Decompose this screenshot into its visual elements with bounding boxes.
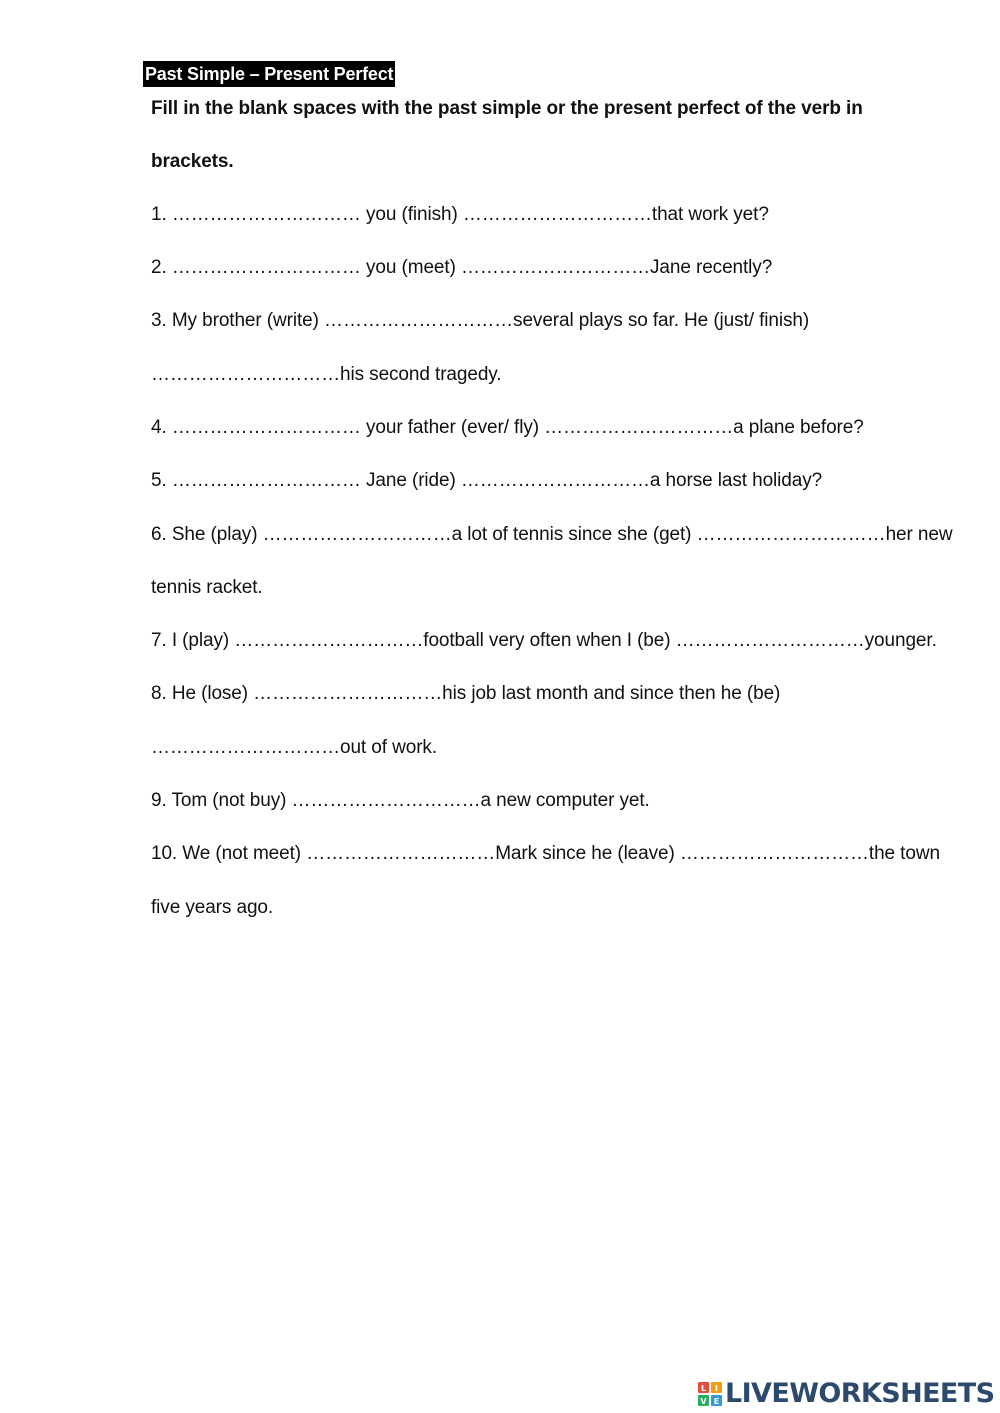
instruction-line-2: brackets. (151, 151, 234, 172)
exercise-line: 3. My brother (write) …………………………several plays so far. He (just/ finish) (151, 310, 810, 331)
exercise-line: 7. I (play) …………………………football very often when I (be) …………………………younger. (151, 630, 937, 651)
logo-letter: L (700, 1384, 707, 1393)
exercise-line: 2. ………………………… you (meet) …………………………Jane recently? (151, 257, 773, 278)
exercise-line: 8. He (lose) …………………………his job last month and since then he (be) (151, 683, 781, 704)
logo-letter: I (715, 1384, 718, 1393)
exercise-line: 4. ………………………… your father (ever/ fly) …………………………a plane before? (151, 417, 864, 438)
exercise-line: …………………………out of work. (151, 737, 438, 758)
exercise-line: 1. ………………………… you (finish) …………………………that work yet? (151, 204, 769, 225)
exercise-line: …………………………his second tragedy. (151, 364, 502, 385)
exercise-line: 9. Tom (not buy) …………………………a new computer yet. (151, 790, 650, 811)
exercise-line: 10. We (not meet) …………………………Mark since he (leave) …………………………the town (151, 843, 940, 864)
exercise-line: 5. ………………………… Jane (ride) …………………………a horse last holiday? (151, 470, 823, 491)
liveworksheets-logo-icon (698, 1382, 722, 1406)
instruction-line-1: Fill in the blank spaces with the past simple or the present perfect of the verb in (151, 98, 863, 119)
liveworksheets-logo (698, 1378, 994, 1410)
exercise-line: 6. She (play) …………………………a lot of tennis since she (get) …………………………her new (151, 524, 953, 545)
logo-letter: E (713, 1397, 720, 1406)
worksheet-title: Past Simple – Present Perfect (143, 61, 395, 87)
exercise-line: tennis racket. (151, 577, 263, 598)
liveworksheets-logo-text: LIVEWORKSHEETS (725, 1378, 995, 1409)
exercise-line: five years ago. (151, 897, 274, 918)
logo-letter: V (700, 1397, 707, 1406)
